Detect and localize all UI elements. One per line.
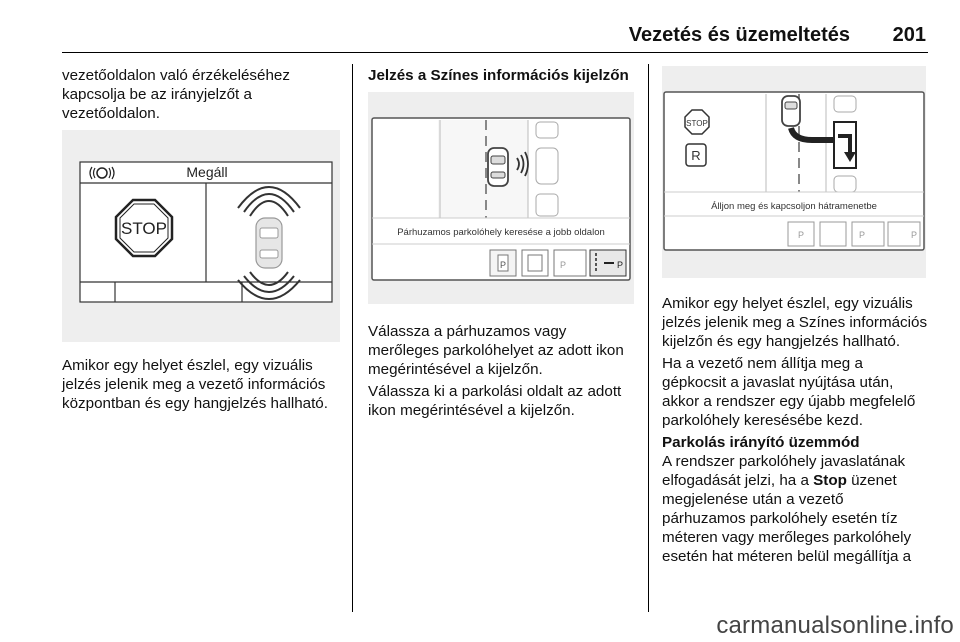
col3-paragraph-3: A rendszer parkolóhely javaslatának elfogadását jelzi, ha a Stop üzenet megjelenése után a vezető párhuzamos parkolóhely esetén tíz méteren vagy merőleges parkolóhely esetén hat méteren belül megállítja a: [662, 453, 912, 565]
parallel-parking-icon: P: [499, 260, 507, 270]
col3-paragraph-2: Ha a vezető nem állítja meg a gépkocsit a javaslat nyújtása után, akkor a rendszer egy újabb megfelelő parkolóhely keresésébe kezd.: [662, 355, 916, 429]
col2-paragraph-2: Válassza ki a parkolási oldalt az adott ikon megérintésével a kijelzőn.: [368, 383, 622, 419]
col3-heading: Parkolás irányító üzemmód: [662, 434, 860, 451]
display-caption: Párhuzamos parkolóhely keresése a jobb oldalon: [397, 227, 605, 238]
col3-paragraph-1: Amikor egy helyet észlel, egy vizuális jelzés jelenik meg a Színes információs kijelzőn és egy hangjelzés hallható.: [662, 295, 928, 350]
stop-keyword: Stop: [813, 472, 847, 489]
perpendicular-left-icon: P: [858, 230, 866, 240]
column-divider-left: [352, 64, 353, 612]
page-number: 201: [892, 24, 926, 46]
display-title: Megáll: [186, 164, 228, 180]
color-display-parallel-figure: [368, 92, 634, 304]
col2-paragraph-1: Válassza a párhuzamos vagy merőleges parkolóhelyet az adott ikon megérintésével a kijelzőn.: [368, 323, 624, 378]
vehicle-icon: [782, 96, 800, 126]
svg-text:R: R: [691, 148, 701, 163]
reverse-gear-icon: [686, 144, 706, 166]
col1-paragraph: Amikor egy helyet észlel, egy vizuális jelzés jelenik meg a vezető információs központban és egy hangjelzés hallható.: [62, 357, 328, 412]
vehicle-icon: [488, 148, 508, 186]
perpendicular-right-icon: P: [910, 230, 918, 240]
column-divider-right: [648, 64, 649, 612]
parallel-parking-icon: P: [797, 230, 805, 240]
perpendicular-left-icon: P: [559, 260, 567, 270]
col2-heading: Jelzés a Színes információs kijelzőn: [368, 67, 629, 84]
svg-text:STOP: STOP: [686, 119, 708, 128]
color-display-reverse-figure: [662, 66, 926, 278]
svg-text:STOP: STOP: [121, 219, 167, 238]
display-caption: Álljon meg és kapcsoljon hátramenetbe: [711, 201, 877, 212]
running-header-title: Vezetés és üzemeltetés: [628, 24, 850, 46]
col1-intro: vezetőoldalon való érzékeléséhez kapcsolja be az irányjelzőt a vezetőoldalon.: [62, 67, 290, 122]
header-rule: [62, 52, 928, 53]
driver-info-center-figure: [62, 130, 340, 342]
watermark: carmanualsonline.info: [716, 612, 954, 639]
svg-text:P: P: [616, 260, 624, 270]
